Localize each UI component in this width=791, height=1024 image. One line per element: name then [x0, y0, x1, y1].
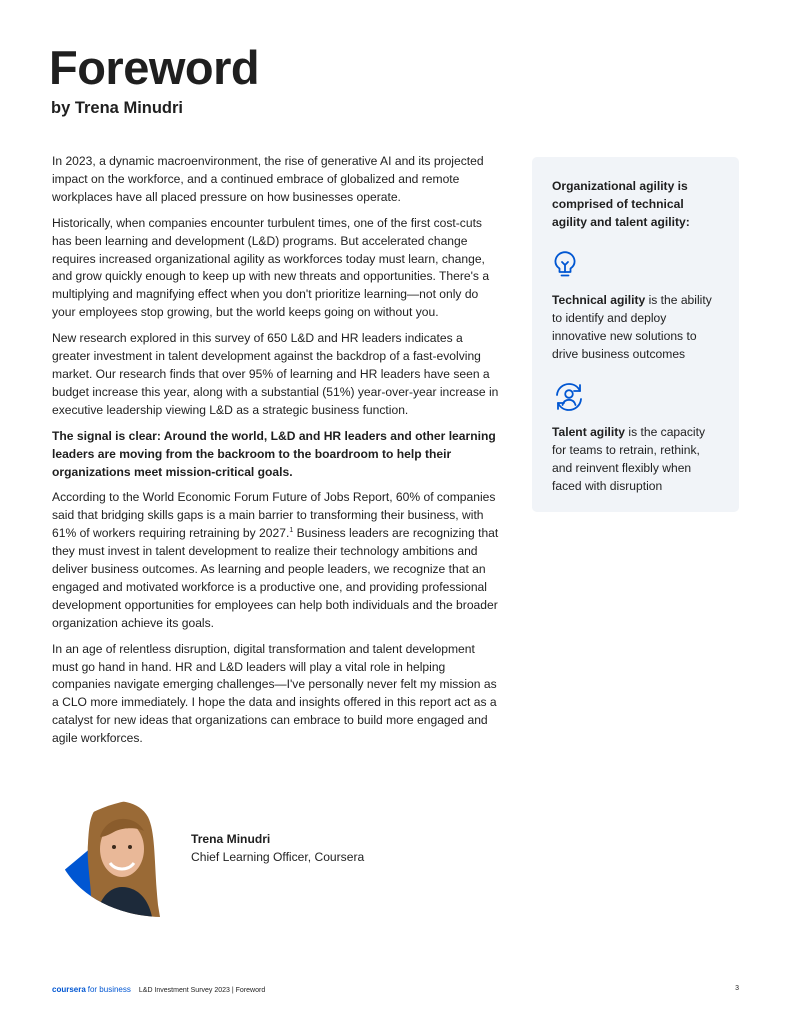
- author-name: Trena Minudri: [191, 832, 271, 846]
- talent-agility-term: Talent agility: [552, 425, 626, 439]
- author-signature: [191, 830, 364, 866]
- brand-name: coursera: [52, 985, 86, 994]
- technical-agility-desc: is the ability to identify and deploy innovative new solutions to drive business outcomes: [552, 293, 712, 361]
- page-title: Foreword: [49, 41, 260, 94]
- paragraph-5-part-b: Business leaders are recognizing that they must invest in talent development to realize their technology ambitions and deliver business outcomes. As learning and people leaders, we recognize that an engaged and motivated workforce is a productive one, and providing professional development opportunities for employees can help both individuals and the broader organization achieve its goals.: [52, 526, 499, 630]
- body-text: [52, 153, 502, 756]
- page-footer: [52, 985, 265, 994]
- brand-sub: for business: [87, 985, 131, 994]
- talent-agility-desc: is the capacity for teams to retrain, rethink, and reinvent flexibly when faced with disruption: [552, 425, 706, 493]
- paragraph-6: In an age of relentless disruption, digital transformation and talent development must go hand in hand. HR and L&D leaders will play a vital role in helping companies navigate emerging challenges—I've personally never felt my mission as a CLO more immediately. I hope the data and insights offered in this report act as a catalyst for new ideas that organizations can embrace to build more engaged and agile workforces.: [52, 641, 497, 746]
- author-role: Chief Learning Officer, Coursera: [191, 850, 365, 864]
- footer-doc-title: L&D Investment Survey 2023 | Foreword: [138, 987, 266, 994]
- footnote-ref[interactable]: 1: [289, 527, 294, 535]
- technical-agility-term: Technical agility: [552, 293, 646, 307]
- technical-agility-definition: [552, 291, 719, 363]
- talent-agility-definition: [552, 423, 719, 495]
- paragraph-2: Historically, when companies encounter turbulent times, one of the first cost-cuts has been learning and development (L&D) programs. But accelerated change requires increased organizational agility as workforces today must learn, change, and grow quickly enough to keep up with new threats and opportunities. There's a multiplying and magnifying effect when you don't prioritize learning—not only do your employees stop growing, but the world keeps going on without you.: [52, 215, 490, 320]
- byline: by Trena Minudri: [51, 99, 184, 117]
- author-portrait: [56, 797, 160, 917]
- paragraph-1: In 2023, a dynamic macroenvironment, the rise of generative AI and its projected impact on the workforce, and a continued embrace of globalized and remote workplaces have all placed pressure on how businesses operate.: [52, 154, 484, 204]
- coursera-logo[interactable]: [52, 985, 131, 994]
- sidebar-heading: Organizational agility is comprised of technical agility and talent agility:: [552, 179, 690, 229]
- paragraph-5: [52, 489, 502, 632]
- lightbulb-icon: [552, 249, 578, 281]
- paragraph-4-highlight: The signal is clear: Around the world, L&D and HR leaders and other learning leaders are moving from the backroom to the boardroom to help their organizations meet mission-critical goals.: [52, 428, 496, 479]
- paragraph-5-part-a: According to the World Economic Forum Future of Jobs Report, 60% of companies said that bridging skills gaps is a main barrier to transforming their business, with 61% of workers requiring retraining by 2027.: [52, 490, 496, 541]
- person-cycle-icon: [552, 381, 586, 413]
- paragraph-3: New research explored in this survey of 650 L&D and HR leaders indicates a greater investment in talent development against the backdrop of a fast-evolving market. Our research finds that over 95% of learning and HR leaders have seen a budget increase this year, along with a substantial (51%) year-over-year increase in executive leadership viewing L&D as a strategic business function.: [52, 331, 499, 417]
- page-number: 3: [735, 985, 739, 992]
- agility-sidebar: [532, 157, 739, 512]
